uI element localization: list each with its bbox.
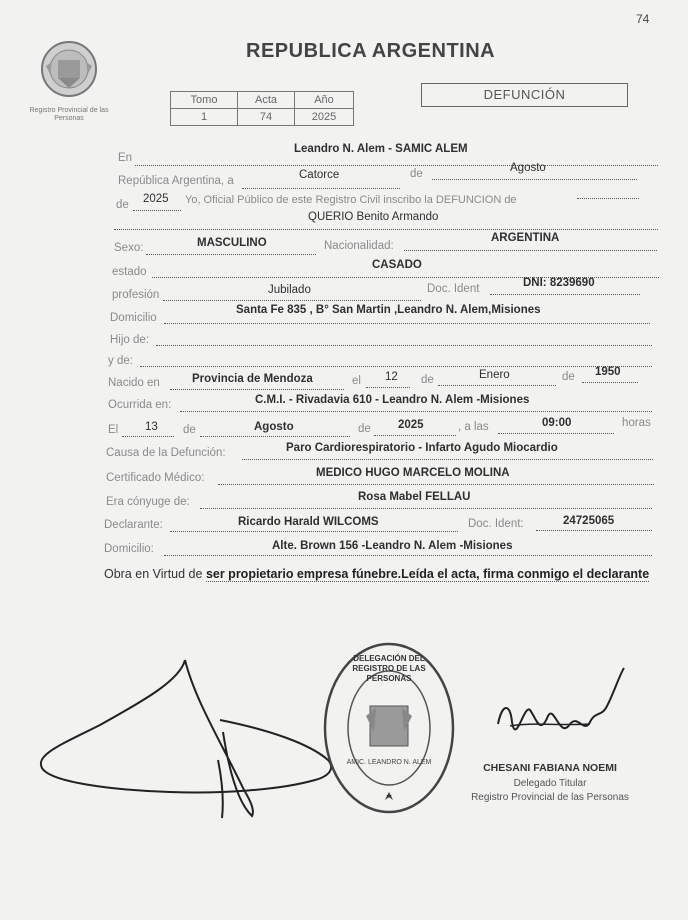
dotted-line	[366, 387, 410, 388]
official-signature-icon	[490, 664, 630, 764]
dotted-line	[242, 459, 653, 460]
dotted-line	[133, 210, 181, 211]
declarante-doc-value: 24725065	[563, 515, 615, 527]
el-label: El	[108, 424, 119, 436]
signatory-role: Delegado Titular	[513, 778, 587, 789]
ocurrida-value: C.M.I. - Rivadavia 610 - Leandro N. Alem -Misiones	[255, 394, 530, 406]
year-value: 2025	[143, 193, 169, 205]
obra-label: Obra en Virtud de	[104, 567, 203, 581]
logo-caption: Registro Provincial de las Personas	[29, 107, 109, 122]
dotted-line	[146, 254, 316, 255]
conyuge-value: Rosa Mabel FELLAU	[358, 491, 471, 503]
dotted-line	[404, 250, 657, 251]
page-number: 74	[636, 12, 650, 26]
causa-value: Paro Cardiorespiratorio - Infarto Agudo Miocardio	[286, 442, 558, 454]
doc-ident-label: Doc. Ident	[427, 283, 480, 295]
dotted-line	[490, 294, 640, 295]
hijo-label: Hijo de:	[110, 334, 149, 346]
domicilio2-value: Alte. Brown 156 -Leandro N. Alem -Misiones	[272, 540, 513, 552]
fallecimiento-dia: 13	[145, 421, 158, 433]
yde-label: y de:	[108, 355, 133, 367]
nacido-dia: 12	[385, 371, 398, 383]
stamp-outer-text: DELEGACIÓN DEL REGISTRO DE LAS PERSONAS	[352, 654, 426, 683]
dotted-line	[135, 165, 658, 166]
dotted-line	[536, 530, 652, 531]
dotted-line	[200, 508, 652, 509]
nacido-lugar: Provincia de Mendoza	[192, 373, 313, 385]
profesion-label: profesión	[112, 289, 160, 301]
page-title: REPUBLICA ARGENTINA	[246, 40, 496, 62]
stamp-inner-text: AMIC. LEANDRO N. ALEM	[346, 759, 432, 766]
dotted-line	[432, 179, 637, 180]
dotted-line	[170, 389, 344, 390]
official-stamp	[322, 640, 456, 821]
domicilio-label: Domicilio	[110, 312, 157, 324]
de-label: de	[410, 168, 423, 180]
declarante-label: Declarante:	[104, 519, 163, 531]
alas-label: , a las	[458, 421, 489, 433]
day-text: Catorce	[299, 169, 340, 181]
official-text: Yo, Oficial Público de este Registro Civil inscribo la DEFUNCION de	[185, 194, 517, 206]
republica-label: República Argentina, a	[118, 175, 234, 187]
nacido-label: Nacido en	[108, 377, 160, 389]
registry-emblem-icon	[38, 38, 100, 100]
obra-value: ser propietario empresa fúnebre.Leída el acta, firma conmigo el declarante	[205, 567, 650, 581]
de-label: de	[421, 374, 434, 386]
certificado-label: Certificado Médico:	[106, 472, 205, 484]
nacido-mes: Enero	[479, 369, 510, 381]
sexo-label: Sexo:	[114, 242, 144, 254]
hora-value: 09:00	[542, 417, 572, 429]
el-label: el	[352, 375, 361, 387]
dotted-line	[114, 229, 658, 230]
dotted-line	[170, 531, 458, 532]
dotted-line	[164, 555, 652, 556]
de-label: de	[358, 423, 371, 435]
dotted-line	[438, 385, 556, 386]
de-label: de	[183, 424, 196, 436]
domicilio-value: Santa Fe 835 , B° San Martin ,Leandro N. Alem,Misiones	[236, 304, 541, 316]
dotted-line	[498, 433, 614, 434]
declarant-signature-icon	[30, 640, 350, 830]
estado-value: CASADO	[372, 259, 422, 271]
en-label: En	[118, 152, 133, 164]
de-label: de	[562, 371, 575, 383]
horas-label: horas	[622, 417, 651, 429]
nacido-anio: 1950	[595, 366, 621, 378]
registry-logo	[38, 38, 100, 105]
table-header-cell: Tomo	[171, 92, 238, 109]
en-value: Leandro N. Alem - SAMIC ALEM	[294, 143, 468, 155]
dotted-line	[218, 484, 654, 485]
table-cell: 74	[238, 109, 295, 126]
dotted-line	[164, 323, 650, 324]
profesion-value: Jubilado	[268, 284, 311, 296]
dotted-line	[156, 345, 652, 346]
dotted-line	[122, 436, 174, 437]
doc-ident-value: DNI: 8239690	[523, 277, 595, 289]
conyuge-label: Era cónyuge de:	[106, 496, 190, 508]
declarante-value: Ricardo Harald WILCOMS	[238, 516, 379, 528]
dotted-line	[140, 366, 652, 367]
nacionalidad-value: ARGENTINA	[491, 232, 560, 244]
table-cell: 1	[171, 109, 238, 126]
doc-ident-label: Doc. Ident:	[468, 518, 524, 530]
record-type-box: DEFUNCIÓN	[421, 83, 628, 107]
signatory-name: CHESANI FABIANA NOEMI	[483, 762, 617, 774]
fallecimiento-mes: Agosto	[254, 421, 294, 433]
certificado-value: MEDICO HUGO MARCELO MOLINA	[316, 467, 510, 479]
de-label: de	[116, 199, 129, 211]
sexo-value: MASCULINO	[197, 237, 267, 249]
nacionalidad-label: Nacionalidad:	[324, 240, 394, 252]
table-cell: 2025	[295, 109, 354, 126]
table-header-row	[171, 92, 354, 109]
fallecimiento-anio: 2025	[398, 419, 424, 431]
obra-paragraph	[104, 565, 664, 583]
dotted-line	[163, 300, 421, 301]
dotted-line	[180, 411, 652, 412]
dotted-line	[577, 198, 639, 199]
tomo-table	[170, 91, 354, 126]
table-header-cell: Acta	[238, 92, 295, 109]
estado-label: estado	[112, 266, 147, 278]
table-row	[171, 109, 354, 126]
ocurrida-label: Ocurrida en:	[108, 399, 172, 411]
month-text: Agosto	[510, 162, 546, 174]
deceased-name: QUERIO Benito Armando	[308, 211, 439, 223]
dotted-line	[582, 382, 638, 383]
dotted-line	[200, 436, 350, 437]
signatory-org: Registro Provincial de las Personas	[471, 792, 629, 803]
dotted-line	[242, 188, 400, 189]
causa-label: Causa de la Defunción:	[106, 447, 226, 459]
dotted-line	[374, 435, 456, 436]
domicilio-label: Domicilio:	[104, 543, 154, 555]
table-header-cell: Año	[295, 92, 354, 109]
